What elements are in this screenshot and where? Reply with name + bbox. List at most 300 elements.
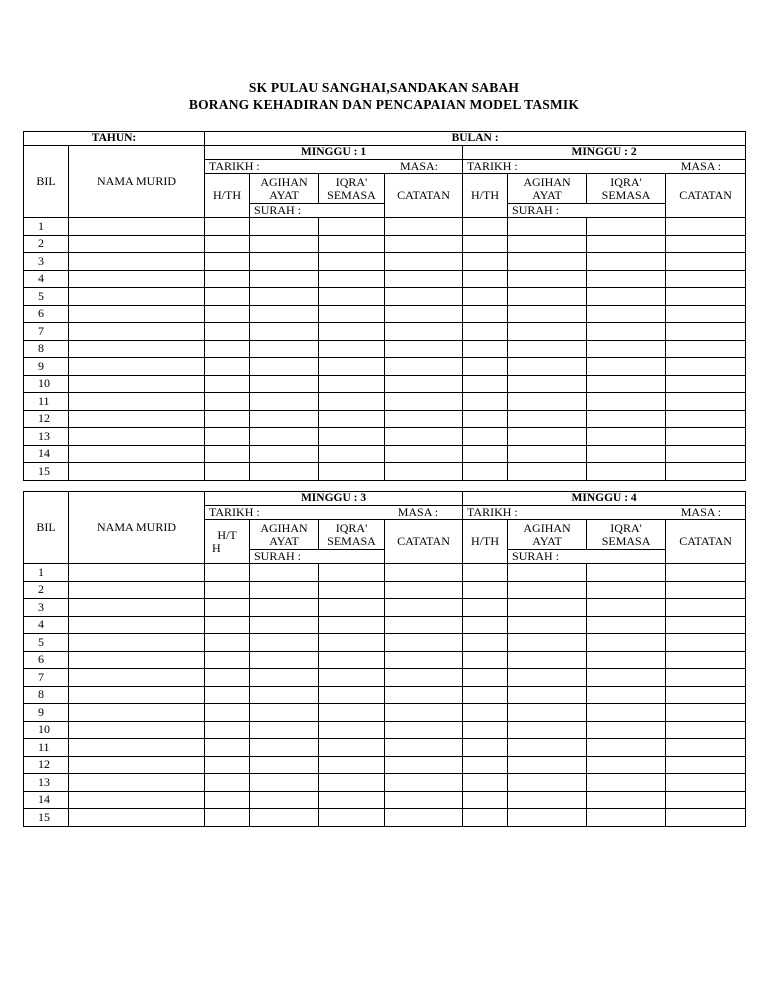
entry-cell[interactable]: [250, 375, 319, 393]
entry-cell[interactable]: [385, 739, 463, 757]
entry-cell[interactable]: [205, 323, 250, 341]
entry-cell[interactable]: [587, 358, 666, 376]
entry-cell[interactable]: [319, 463, 385, 481]
entry-cell[interactable]: [508, 305, 587, 323]
entry-cell[interactable]: [385, 410, 463, 428]
table-row: [24, 599, 746, 617]
student-name-cell[interactable]: [69, 686, 205, 704]
entry-cell[interactable]: [666, 253, 746, 271]
student-name-cell[interactable]: [69, 791, 205, 809]
entry-cell[interactable]: [666, 599, 746, 617]
entry-cell[interactable]: [666, 445, 746, 463]
student-name-cell[interactable]: [69, 774, 205, 792]
entry-cell[interactable]: [587, 375, 666, 393]
entry-cell[interactable]: [463, 616, 508, 634]
entry-cell[interactable]: [205, 253, 250, 271]
entry-cell[interactable]: [508, 445, 587, 463]
entry-cell[interactable]: [205, 704, 250, 722]
entry-cell[interactable]: [205, 305, 250, 323]
table-row: [24, 323, 746, 341]
entry-cell[interactable]: [463, 791, 508, 809]
entry-cell[interactable]: [587, 463, 666, 481]
entry-cell[interactable]: [385, 445, 463, 463]
entry-cell[interactable]: [508, 616, 587, 634]
entry-cell[interactable]: [666, 375, 746, 393]
row-number: 12: [24, 756, 69, 774]
entry-cell[interactable]: [463, 305, 508, 323]
student-name-cell[interactable]: [69, 651, 205, 669]
student-name-cell[interactable]: [69, 616, 205, 634]
entry-cell[interactable]: [385, 721, 463, 739]
row-number: 8: [24, 340, 69, 358]
entry-cell[interactable]: [385, 651, 463, 669]
entry-cell[interactable]: [319, 651, 385, 669]
entry-cell[interactable]: [587, 634, 666, 652]
entry-cell[interactable]: [666, 410, 746, 428]
row-number: 9: [24, 704, 69, 722]
entry-cell[interactable]: [666, 463, 746, 481]
entry-cell[interactable]: [319, 756, 385, 774]
entry-cell[interactable]: [250, 253, 319, 271]
entry-cell[interactable]: [250, 445, 319, 463]
entry-cell[interactable]: [205, 358, 250, 376]
entry-cell[interactable]: [666, 809, 746, 827]
attendance-table-weeks-1-2: [23, 131, 746, 481]
entry-cell[interactable]: [319, 599, 385, 617]
entry-cell[interactable]: [463, 721, 508, 739]
student-name-cell[interactable]: [69, 599, 205, 617]
entry-cell[interactable]: [385, 564, 463, 582]
entry-cell[interactable]: [666, 634, 746, 652]
entry-cell[interactable]: [666, 721, 746, 739]
entry-cell[interactable]: [250, 756, 319, 774]
entry-cell[interactable]: [385, 358, 463, 376]
student-name-cell[interactable]: [69, 581, 205, 599]
entry-cell[interactable]: [205, 686, 250, 704]
entry-cell[interactable]: [587, 270, 666, 288]
entry-cell[interactable]: [508, 669, 587, 687]
entry-cell[interactable]: [250, 634, 319, 652]
entry-cell[interactable]: [666, 235, 746, 253]
student-name-cell[interactable]: [69, 288, 205, 306]
entry-cell[interactable]: [463, 410, 508, 428]
nama-murid-header: NAMA MURID: [69, 492, 205, 564]
entry-cell[interactable]: [587, 669, 666, 687]
masa-label: MASA :: [680, 505, 722, 519]
entry-cell[interactable]: [508, 581, 587, 599]
entry-cell[interactable]: [508, 809, 587, 827]
entry-cell[interactable]: [587, 288, 666, 306]
entry-cell[interactable]: [319, 428, 385, 446]
entry-cell[interactable]: [319, 270, 385, 288]
entry-cell[interactable]: [385, 253, 463, 271]
row-number: 8: [24, 686, 69, 704]
row-number: 5: [24, 634, 69, 652]
entry-cell[interactable]: [463, 323, 508, 341]
entry-cell[interactable]: [319, 704, 385, 722]
entry-cell[interactable]: [385, 791, 463, 809]
entry-cell[interactable]: [385, 616, 463, 634]
entry-cell[interactable]: [666, 358, 746, 376]
entry-cell[interactable]: [587, 704, 666, 722]
entry-cell[interactable]: [508, 721, 587, 739]
entry-cell[interactable]: [205, 599, 250, 617]
entry-cell[interactable]: [205, 288, 250, 306]
entry-cell[interactable]: [666, 616, 746, 634]
entry-cell[interactable]: [385, 305, 463, 323]
entry-cell[interactable]: [319, 791, 385, 809]
entry-cell[interactable]: [587, 721, 666, 739]
row-number: 10: [24, 721, 69, 739]
entry-cell[interactable]: [666, 305, 746, 323]
entry-cell[interactable]: [508, 463, 587, 481]
entry-cell[interactable]: [666, 756, 746, 774]
entry-cell[interactable]: [463, 704, 508, 722]
row-number: 15: [24, 463, 69, 481]
entry-cell[interactable]: [508, 253, 587, 271]
entry-cell[interactable]: [463, 340, 508, 358]
entry-cell[interactable]: [587, 581, 666, 599]
entry-cell[interactable]: [587, 253, 666, 271]
student-name-cell[interactable]: [69, 704, 205, 722]
entry-cell[interactable]: [385, 270, 463, 288]
student-name-cell[interactable]: [69, 253, 205, 271]
entry-cell[interactable]: [250, 651, 319, 669]
entry-cell[interactable]: [250, 599, 319, 617]
entry-cell[interactable]: [666, 340, 746, 358]
entry-cell[interactable]: [666, 669, 746, 687]
entry-cell[interactable]: [319, 739, 385, 757]
entry-cell[interactable]: [463, 669, 508, 687]
entry-cell[interactable]: [319, 581, 385, 599]
entry-cell[interactable]: [463, 564, 508, 582]
entry-cell[interactable]: [666, 393, 746, 411]
entry-cell[interactable]: [385, 323, 463, 341]
entry-cell[interactable]: [587, 739, 666, 757]
entry-cell[interactable]: [385, 704, 463, 722]
entry-cell[interactable]: [463, 634, 508, 652]
entry-cell[interactable]: [319, 634, 385, 652]
entry-cell[interactable]: [385, 340, 463, 358]
student-name-cell[interactable]: [69, 428, 205, 446]
student-name-cell[interactable]: [69, 564, 205, 582]
student-name-cell[interactable]: [69, 340, 205, 358]
entry-cell[interactable]: [205, 393, 250, 411]
entry-cell[interactable]: [205, 235, 250, 253]
entry-cell[interactable]: [666, 428, 746, 446]
student-name-cell[interactable]: [69, 393, 205, 411]
entry-cell[interactable]: [319, 323, 385, 341]
entry-cell[interactable]: [666, 564, 746, 582]
entry-cell[interactable]: [250, 739, 319, 757]
entry-cell[interactable]: [666, 651, 746, 669]
row-number: 7: [24, 323, 69, 341]
entry-cell[interactable]: [463, 774, 508, 792]
entry-cell[interactable]: [587, 428, 666, 446]
entry-cell[interactable]: [508, 323, 587, 341]
entry-cell[interactable]: [319, 616, 385, 634]
student-name-cell[interactable]: [69, 721, 205, 739]
entry-cell[interactable]: [205, 410, 250, 428]
entry-cell[interactable]: [319, 393, 385, 411]
entry-cell[interactable]: [205, 739, 250, 757]
entry-cell[interactable]: [250, 581, 319, 599]
entry-cell[interactable]: [508, 410, 587, 428]
entry-cell[interactable]: [508, 428, 587, 446]
student-name-cell[interactable]: [69, 410, 205, 428]
entry-cell[interactable]: [463, 809, 508, 827]
entry-cell[interactable]: [385, 235, 463, 253]
entry-cell[interactable]: [463, 463, 508, 481]
entry-cell[interactable]: [250, 358, 319, 376]
entry-cell[interactable]: [205, 428, 250, 446]
entry-cell[interactable]: [463, 393, 508, 411]
student-name-cell[interactable]: [69, 809, 205, 827]
entry-cell[interactable]: [205, 564, 250, 582]
student-name-cell[interactable]: [69, 634, 205, 652]
entry-cell[interactable]: [205, 616, 250, 634]
entry-cell[interactable]: [319, 410, 385, 428]
entry-cell[interactable]: [250, 809, 319, 827]
entry-cell[interactable]: [205, 669, 250, 687]
table-row: [24, 218, 746, 236]
entry-cell[interactable]: [508, 375, 587, 393]
entry-cell[interactable]: [319, 809, 385, 827]
entry-cell[interactable]: [205, 809, 250, 827]
entry-cell[interactable]: [250, 288, 319, 306]
entry-cell[interactable]: [463, 651, 508, 669]
entry-cell[interactable]: [385, 288, 463, 306]
entry-cell[interactable]: [587, 616, 666, 634]
entry-cell[interactable]: [508, 651, 587, 669]
entry-cell[interactable]: [587, 774, 666, 792]
entry-cell[interactable]: [508, 634, 587, 652]
row-number: 6: [24, 305, 69, 323]
entry-cell[interactable]: [319, 305, 385, 323]
entry-cell[interactable]: [385, 599, 463, 617]
entry-cell[interactable]: [508, 235, 587, 253]
student-name-cell[interactable]: [69, 218, 205, 236]
entry-cell[interactable]: [250, 616, 319, 634]
entry-cell[interactable]: [250, 669, 319, 687]
entry-cell[interactable]: [385, 393, 463, 411]
student-name-cell[interactable]: [69, 323, 205, 341]
table-row: [24, 634, 746, 652]
entry-cell[interactable]: [205, 340, 250, 358]
entry-cell[interactable]: [319, 564, 385, 582]
student-name-cell[interactable]: [69, 375, 205, 393]
entry-cell[interactable]: [250, 428, 319, 446]
entry-cell[interactable]: [463, 235, 508, 253]
entry-cell[interactable]: [666, 218, 746, 236]
table-row: [24, 616, 746, 634]
entry-cell[interactable]: [250, 410, 319, 428]
student-name-cell[interactable]: [69, 358, 205, 376]
entry-cell[interactable]: [508, 704, 587, 722]
entry-cell[interactable]: [385, 375, 463, 393]
entry-cell[interactable]: [205, 791, 250, 809]
entry-cell[interactable]: [385, 774, 463, 792]
entry-cell[interactable]: [463, 756, 508, 774]
agihan-ayat-header: AGIHAN AYAT: [508, 174, 587, 204]
entry-cell[interactable]: [587, 235, 666, 253]
row-number: 6: [24, 651, 69, 669]
student-name-cell[interactable]: [69, 463, 205, 481]
entry-cell[interactable]: [319, 218, 385, 236]
entry-cell[interactable]: [205, 721, 250, 739]
entry-cell[interactable]: [587, 410, 666, 428]
entry-cell[interactable]: [463, 428, 508, 446]
entry-cell[interactable]: [463, 358, 508, 376]
entry-cell[interactable]: [319, 340, 385, 358]
entry-cell[interactable]: [385, 756, 463, 774]
entry-cell[interactable]: [508, 218, 587, 236]
entry-cell[interactable]: [319, 721, 385, 739]
entry-cell[interactable]: [463, 445, 508, 463]
week-3-tarikh-masa: [205, 506, 463, 520]
entry-cell[interactable]: [205, 218, 250, 236]
entry-cell[interactable]: [319, 774, 385, 792]
entry-cell[interactable]: [250, 564, 319, 582]
entry-cell[interactable]: [319, 235, 385, 253]
entry-cell[interactable]: [508, 599, 587, 617]
entry-cell[interactable]: [587, 651, 666, 669]
table-row: [24, 270, 746, 288]
entry-cell[interactable]: [587, 218, 666, 236]
entry-cell[interactable]: [666, 686, 746, 704]
entry-cell[interactable]: [508, 564, 587, 582]
entry-cell[interactable]: [463, 581, 508, 599]
entry-cell[interactable]: [385, 581, 463, 599]
entry-cell[interactable]: [587, 564, 666, 582]
entry-cell[interactable]: [463, 270, 508, 288]
row-number: 15: [24, 809, 69, 827]
entry-cell[interactable]: [587, 686, 666, 704]
entry-cell[interactable]: [508, 791, 587, 809]
entry-cell[interactable]: [250, 686, 319, 704]
entry-cell[interactable]: [250, 340, 319, 358]
entry-cell[interactable]: [463, 686, 508, 704]
table-row: [24, 809, 746, 827]
entry-cell[interactable]: [319, 686, 385, 704]
entry-cell[interactable]: [587, 340, 666, 358]
entry-cell[interactable]: [250, 235, 319, 253]
entry-cell[interactable]: [250, 791, 319, 809]
entry-cell[interactable]: [508, 774, 587, 792]
entry-cell[interactable]: [666, 704, 746, 722]
entry-cell[interactable]: [205, 756, 250, 774]
entry-cell[interactable]: [385, 463, 463, 481]
entry-cell[interactable]: [666, 791, 746, 809]
student-name-cell[interactable]: [69, 270, 205, 288]
entry-cell[interactable]: [385, 218, 463, 236]
entry-cell[interactable]: [587, 809, 666, 827]
entry-cell[interactable]: [205, 445, 250, 463]
entry-cell[interactable]: [319, 445, 385, 463]
student-name-cell[interactable]: [69, 756, 205, 774]
entry-cell[interactable]: [508, 358, 587, 376]
entry-cell[interactable]: [319, 358, 385, 376]
entry-cell[interactable]: [587, 393, 666, 411]
entry-cell[interactable]: [250, 393, 319, 411]
entry-cell[interactable]: [587, 445, 666, 463]
entry-cell[interactable]: [205, 375, 250, 393]
entry-cell[interactable]: [587, 756, 666, 774]
table-row: [24, 288, 746, 306]
entry-cell[interactable]: [205, 270, 250, 288]
entry-cell[interactable]: [385, 428, 463, 446]
student-name-cell[interactable]: [69, 739, 205, 757]
student-name-cell[interactable]: [69, 305, 205, 323]
entry-cell[interactable]: [463, 253, 508, 271]
entry-cell[interactable]: [587, 305, 666, 323]
entry-cell[interactable]: [508, 393, 587, 411]
entry-cell[interactable]: [587, 323, 666, 341]
entry-cell[interactable]: [666, 739, 746, 757]
entry-cell[interactable]: [463, 739, 508, 757]
entry-cell[interactable]: [587, 599, 666, 617]
bil-header: BIL: [24, 146, 69, 218]
row-number: 4: [24, 270, 69, 288]
entry-cell[interactable]: [463, 599, 508, 617]
entry-cell[interactable]: [666, 288, 746, 306]
entry-cell[interactable]: [319, 288, 385, 306]
entry-cell[interactable]: [205, 774, 250, 792]
entry-cell[interactable]: [385, 809, 463, 827]
entry-cell[interactable]: [205, 651, 250, 669]
entry-cell[interactable]: [250, 704, 319, 722]
entry-cell[interactable]: [250, 774, 319, 792]
entry-cell[interactable]: [250, 218, 319, 236]
student-name-cell[interactable]: [69, 235, 205, 253]
entry-cell[interactable]: [250, 721, 319, 739]
entry-cell[interactable]: [508, 270, 587, 288]
rows-weeks-3-4: [24, 564, 746, 827]
entry-cell[interactable]: [385, 634, 463, 652]
entry-cell[interactable]: [508, 686, 587, 704]
entry-cell[interactable]: [250, 463, 319, 481]
entry-cell[interactable]: [250, 305, 319, 323]
week-4-header: MINGGU : 4: [463, 492, 746, 506]
student-name-cell[interactable]: [69, 445, 205, 463]
entry-cell[interactable]: [587, 791, 666, 809]
entry-cell[interactable]: [508, 340, 587, 358]
entry-cell[interactable]: [508, 756, 587, 774]
entry-cell[interactable]: [205, 581, 250, 599]
entry-cell[interactable]: [319, 375, 385, 393]
student-name-cell[interactable]: [69, 669, 205, 687]
entry-cell[interactable]: [666, 270, 746, 288]
entry-cell[interactable]: [385, 669, 463, 687]
entry-cell[interactable]: [319, 253, 385, 271]
entry-cell[interactable]: [666, 323, 746, 341]
entry-cell[interactable]: [385, 686, 463, 704]
entry-cell[interactable]: [463, 288, 508, 306]
entry-cell[interactable]: [463, 375, 508, 393]
entry-cell[interactable]: [508, 288, 587, 306]
entry-cell[interactable]: [205, 463, 250, 481]
entry-cell[interactable]: [666, 774, 746, 792]
entry-cell[interactable]: [666, 581, 746, 599]
entry-cell[interactable]: [250, 270, 319, 288]
bil-header: BIL: [24, 492, 69, 564]
entry-cell[interactable]: [319, 669, 385, 687]
entry-cell[interactable]: [463, 218, 508, 236]
entry-cell[interactable]: [250, 323, 319, 341]
surah-label: SURAH :: [508, 204, 666, 218]
entry-cell[interactable]: [508, 739, 587, 757]
entry-cell[interactable]: [205, 634, 250, 652]
